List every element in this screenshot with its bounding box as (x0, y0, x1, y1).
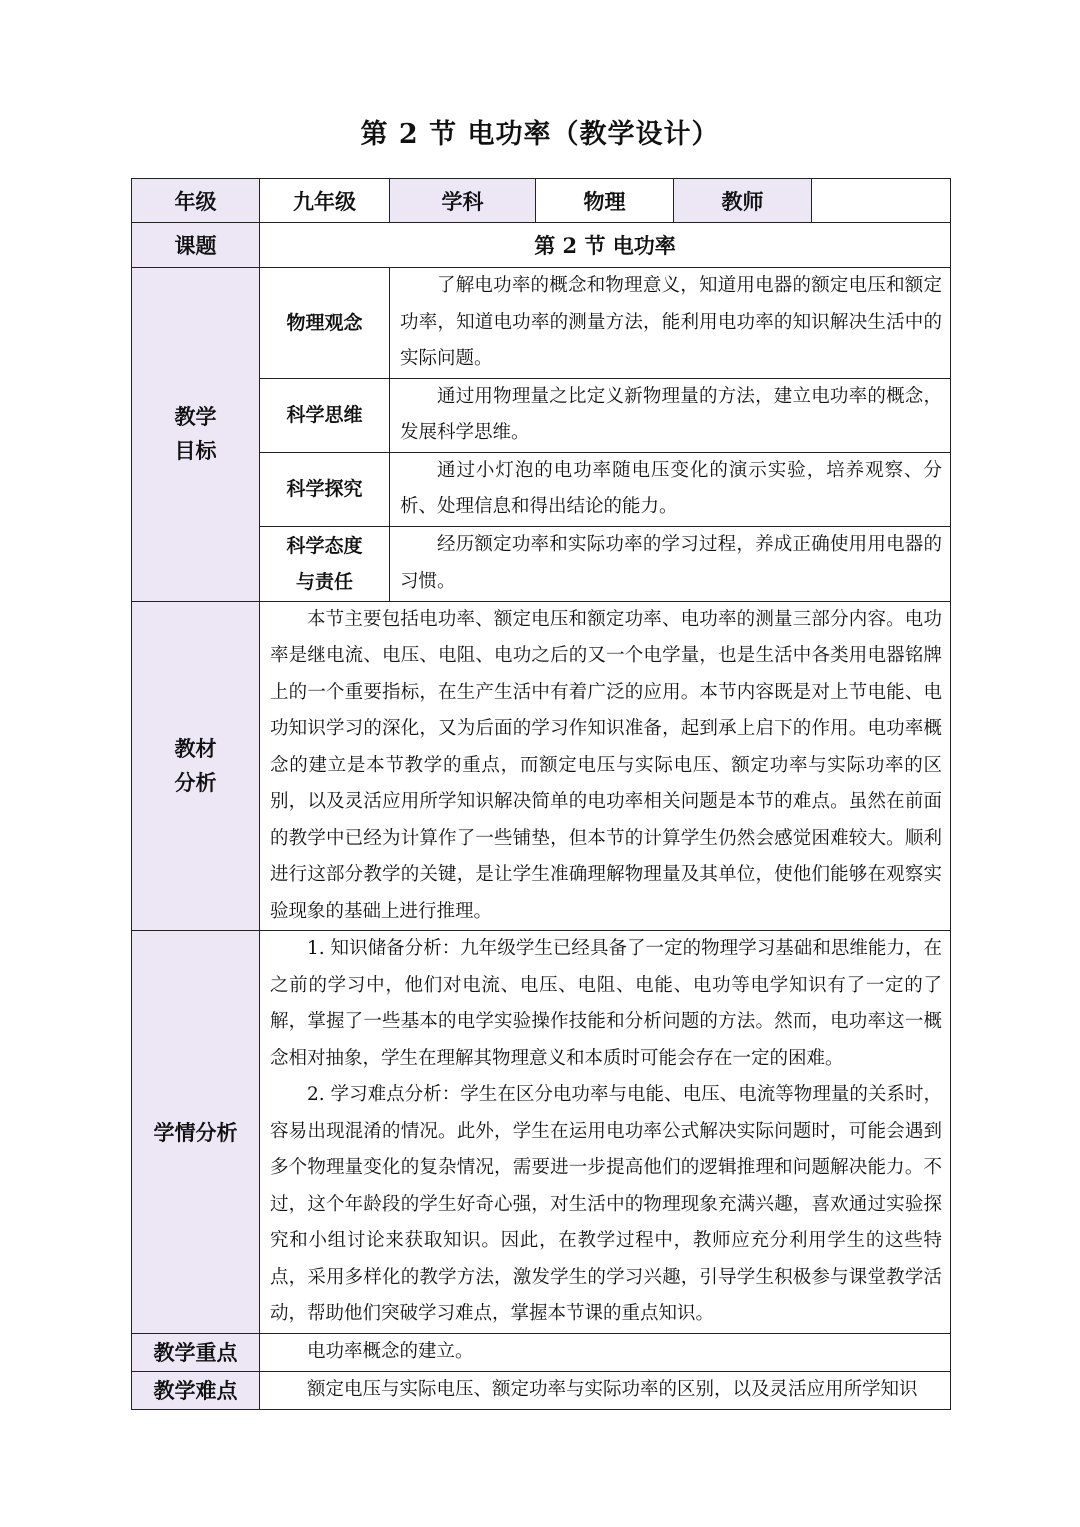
students-label: 学情分析 (132, 931, 260, 1334)
objective-name: 物理观念 (260, 268, 390, 379)
topic-label: 课题 (132, 223, 260, 268)
key-point-label: 教学重点 (132, 1333, 260, 1371)
textbook-row (132, 601, 951, 931)
topic-value: 第 2 节 电功率 (260, 223, 951, 268)
key-point-row (132, 1333, 951, 1371)
objective-row (132, 268, 951, 379)
difficulty-text: 额定电压与实际电压、额定功率与实际功率的区别，以及灵活应用所学知识 (260, 1371, 951, 1409)
grade-value: 九年级 (260, 179, 390, 223)
difficulty-row (132, 1371, 951, 1409)
objective-text: 通过用物理量之比定义新物理量的方法，建立电功率的概念，发展科学思维。 (390, 378, 951, 452)
objectives-label: 教学 目标 (132, 268, 260, 602)
students-row (132, 931, 951, 1334)
lesson-plan-table (131, 178, 951, 1410)
objective-text: 了解电功率的概念和物理意义，知道用电器的额定电压和额定功率，知道电功率的测量方法，能利用电功率的知识解决生活中的实际问题。 (390, 268, 951, 379)
objective-name: 科学探究 (260, 452, 390, 526)
grade-label: 年级 (132, 179, 260, 223)
teacher-value (812, 179, 951, 223)
students-text (260, 931, 951, 1334)
subject-value: 物理 (536, 179, 674, 223)
topic-row (132, 223, 951, 268)
students-paragraph: 1. 知识储备分析：九年级学生已经具备了一定的物理学习基础和思维能力，在之前的学习中，他们对电流、电压、电阻、电能、电功等电学知识有了一定的了解，掌握了一些基本的电学实验操作技能和分析问题的方法。然而，电功率这一概念相对抽象，学生在理解其物理意义和本质时可能会存在一定的困难。 (270, 938, 942, 1069)
header-row (132, 179, 951, 223)
students-paragraph: 2. 学习难点分析：学生在区分电功率与电能、电压、电流等物理量的关系时，容易出现混淆的情况。此外，学生在运用电功率公式解决实际问题时，可能会遇到多个物理量变化的复杂情况，需要进一步提高他们的逻辑推理和问题解决能力。不过，这个年龄段的学生好奇心强，对生活中的物理现象充满兴趣，喜欢通过实验探究和小组讨论来获取知识。因此，在教学过程中，教师应充分利用学生的这些特点，采用多样化的教学方法，激发学生的学习兴趣，引导学生积极参与课堂教学活动，帮助他们突破学习难点，掌握本节课的重点知识。 (270, 1084, 942, 1324)
key-point-text: 电功率概念的建立。 (260, 1333, 951, 1371)
objective-name: 科学思维 (260, 378, 390, 452)
textbook-text: 本节主要包括电功率、额定电压和额定功率、电功率的测量三部分内容。电功率是继电流、电压、电阻、电功之后的又一个电学量，也是生活中各类用电器铭牌上的一个重要指标，在生产生活中有着广泛的应用。本节内容既是对上节电能、电功知识学习的深化，又为后面的学习作知识准备，起到承上启下的作用。电功率概念的建立是本节教学的重点，而额定电压与实际电压、额定功率与实际功率的区别，以及灵活应用所学知识解决简单的电功率相关问题是本节的难点。虽然在前面的教学中已经为计算作了一些铺垫，但本节的计算学生仍然会感觉困难较大。顺利进行这部分教学的关键，是让学生准确理解物理量及其单位，使他们能够在观察实验现象的基础上进行推理。 (260, 601, 951, 931)
objective-text: 经历额定功率和实际功率的学习过程，养成正确使用用电器的习惯。 (390, 526, 951, 601)
objective-name: 科学态度 与责任 (260, 526, 390, 601)
difficulty-label: 教学难点 (132, 1371, 260, 1409)
teacher-label: 教师 (674, 179, 812, 223)
objective-text: 通过小灯泡的电功率随电压变化的演示实验，培养观察、分析、处理信息和得出结论的能力。 (390, 452, 951, 526)
subject-label: 学科 (390, 179, 536, 223)
textbook-label: 教材 分析 (132, 601, 260, 931)
page-title: 第 2 节 电功率（教学设计） (360, 119, 720, 150)
